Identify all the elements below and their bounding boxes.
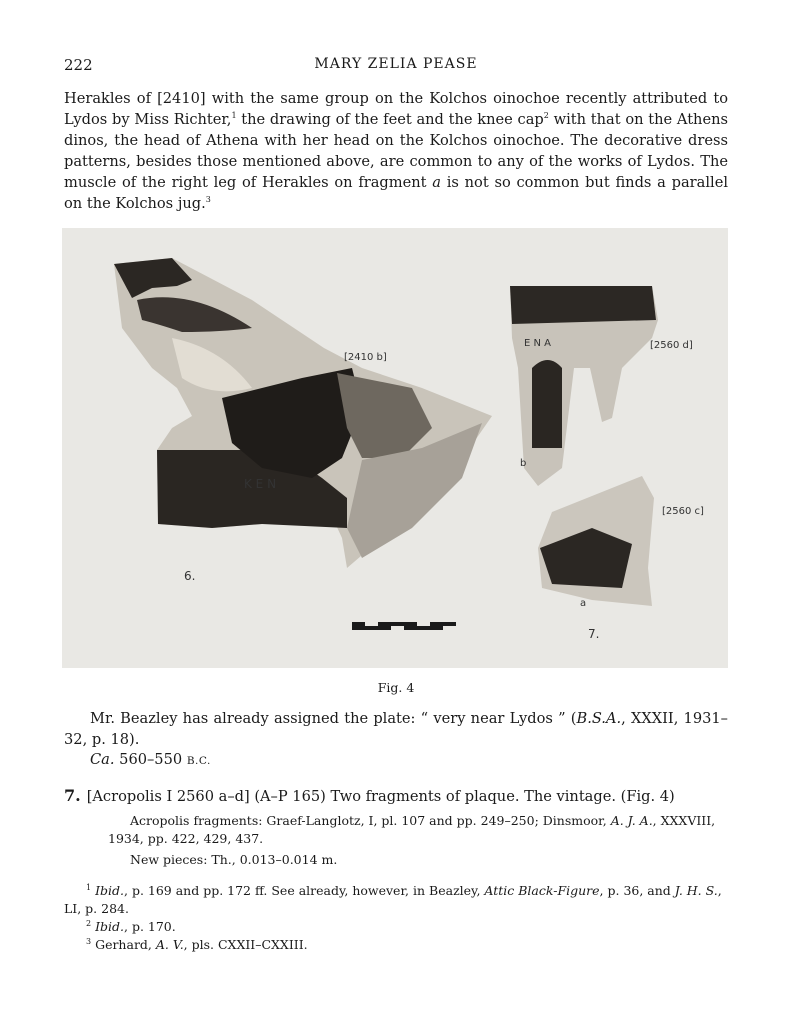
footnote-ref-2[interactable]: 2 xyxy=(543,111,549,121)
date-line xyxy=(90,751,211,768)
ibid: Ibid. xyxy=(95,919,124,934)
fragment-2560-b xyxy=(510,286,658,486)
text-span: Gerhard, xyxy=(95,937,156,952)
fragment-letters: E N A xyxy=(524,338,551,349)
footnote-marker: 3 xyxy=(86,936,92,946)
circa: Ca. xyxy=(90,751,115,768)
text-span: Acropolis fragments: Graef-Langlotz, I, pl. 107 and pp. 249–250; Dinsmoor, xyxy=(130,813,611,828)
label-2560d: [2560 d] xyxy=(650,340,693,351)
acropolis-fragments xyxy=(108,812,728,848)
new-pieces: New pieces: Th., 0.013–0.014 m. xyxy=(130,852,338,867)
footnote-3 xyxy=(64,936,728,954)
journal-ref: B.S.A. xyxy=(576,710,622,727)
scale-bar xyxy=(352,622,456,630)
era: B.C. xyxy=(186,755,211,767)
date-range: 560–550 xyxy=(114,751,187,768)
label-a: a xyxy=(580,598,587,609)
figure-photograph xyxy=(62,228,728,668)
body-paragraph-top xyxy=(64,88,728,214)
text-span: , LI, p. 284. xyxy=(64,883,722,916)
text-span: is not so common but finds a parallel on the Kolchos jug. xyxy=(64,174,728,212)
entry-number: 7. xyxy=(64,786,81,805)
text-span: , XXXVIII, 1934, pp. 422, 429, 437. xyxy=(108,813,716,846)
book-title: Attic Black-Figure xyxy=(484,883,600,898)
fragment-2560-a xyxy=(538,476,654,606)
footnotes xyxy=(64,882,728,954)
footnote-ref-1[interactable]: 1 xyxy=(231,111,237,121)
fragment-letters: K E N xyxy=(244,477,277,491)
label-2560c: [2560 c] xyxy=(662,506,704,517)
footnote-2 xyxy=(64,918,728,936)
label-2410b: [2410 b] xyxy=(344,352,387,363)
text-span: Herakles of [2410] with the same group on the Kolchos oinochoe recently attributed to Lydos by Miss Richter, xyxy=(64,90,728,128)
page-number: 222 xyxy=(64,56,93,74)
label-b: b xyxy=(520,458,527,469)
entry-details xyxy=(108,812,728,869)
journal-ref: A. V. xyxy=(155,937,184,952)
journal-ref: J. H. S. xyxy=(674,883,718,898)
text-span: , XXXII, 1931–32, p. 18). xyxy=(64,710,728,748)
running-head: MARY ZELIA PEASE xyxy=(314,56,478,72)
text-span: , pls. CXXII–CXXIII. xyxy=(183,937,308,952)
footnote-1 xyxy=(64,882,728,918)
figure-illustration xyxy=(62,228,728,668)
footnote-marker: 1 xyxy=(86,882,92,892)
catalogue-entry-7 xyxy=(64,786,728,807)
text-span: , p. 170. xyxy=(124,919,176,934)
footnote-ref-3[interactable]: 3 xyxy=(205,195,211,205)
text-span: with that on the Athens dinos, the head of Athena with her head on the Kolchos oinochoe. The decorative dress patterns, besides those mentioned above, are common to any of the works of Lydos. The muscle of the right leg of Herakles on fragment xyxy=(64,111,728,191)
footnote-marker: 2 xyxy=(86,918,92,928)
fragment-6 xyxy=(114,258,492,568)
journal-ref: A. J. A. xyxy=(610,813,653,828)
figure-caption: Fig. 4 xyxy=(377,680,415,695)
body-paragraph-beazley xyxy=(64,708,728,750)
ibid: Ibid. xyxy=(95,883,124,898)
text-span: Mr. Beazley has already assigned the plate: “ very near Lydos ” ( xyxy=(90,710,577,727)
label-6: 6. xyxy=(184,569,196,583)
text-span: the drawing of the feet and the knee cap xyxy=(236,111,544,128)
text-span: , p. 169 and pp. 172 ff. See already, however, in Beazley, xyxy=(124,883,485,898)
label-7: 7. xyxy=(588,627,600,641)
entry-title: [Acropolis I 2560 a–d] (A–P 165) Two fragments of plaque. The vintage. (Fig. 4) xyxy=(86,788,675,805)
fragment-letter: a xyxy=(432,174,441,191)
text-span: , p. 36, and xyxy=(599,883,675,898)
